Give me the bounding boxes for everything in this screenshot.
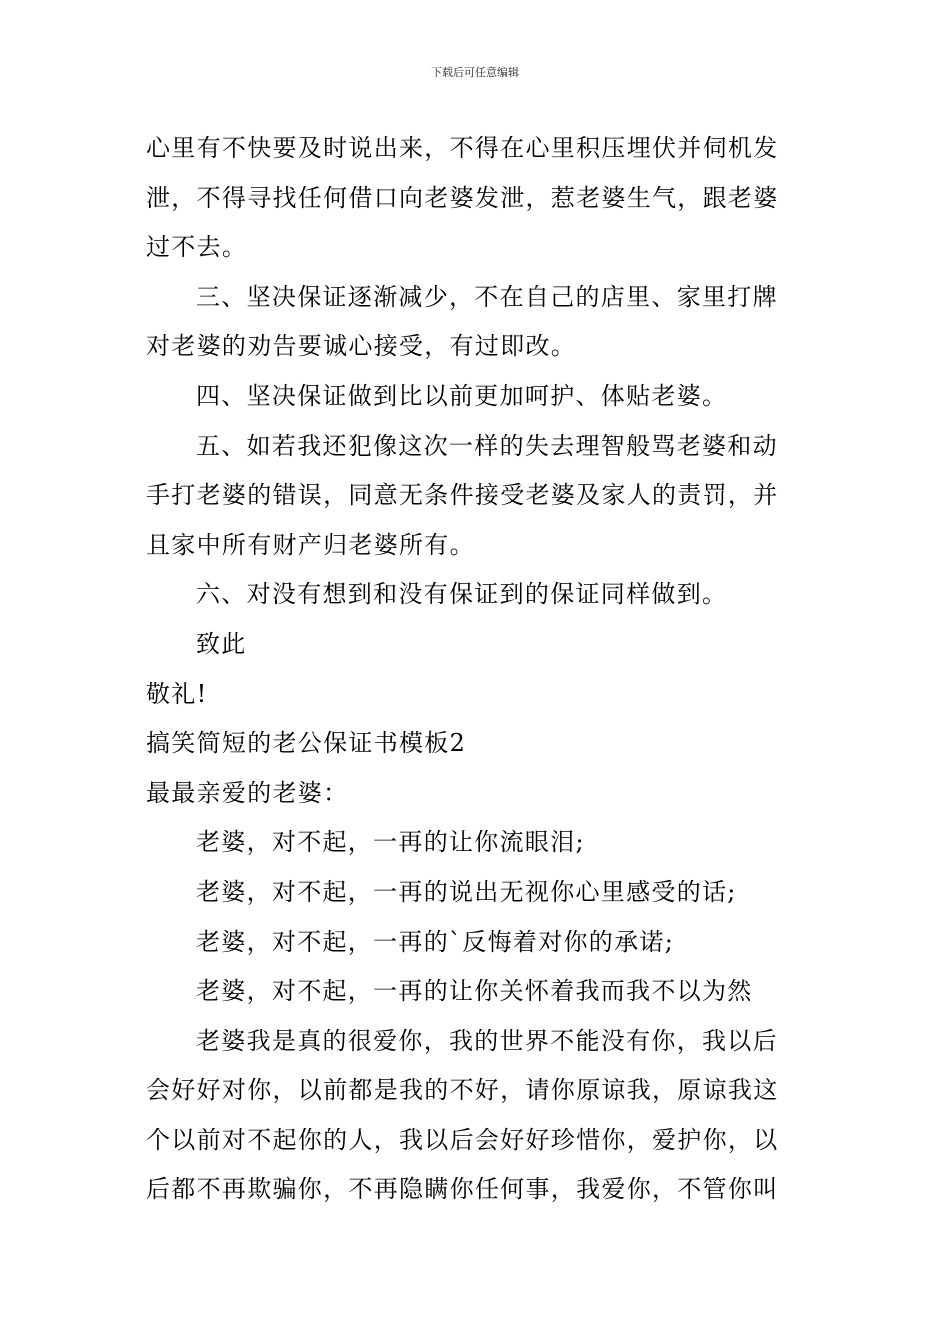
salutation: 敬礼! <box>146 679 208 708</box>
text-line-3: 过不去。 <box>146 233 248 262</box>
text-line-20: 会好好对你，以前都是我的不好，请你原谅我，原谅我这 <box>146 1076 779 1105</box>
text-line-4: 三、坚决保证逐渐减少，不在自己的店里、家里打牌 <box>196 282 778 311</box>
page-header: 下载后可任意编辑 <box>431 66 519 79</box>
closing-phrase: 致此 <box>196 629 247 658</box>
text-line-17: 老婆，对不起，一再的`反悔着对你的承诺; <box>196 927 675 956</box>
text-line-22: 后都不再欺骗你，不再隐瞒你任何事，我爱你，不管你叫 <box>146 1175 779 1204</box>
document-body <box>146 124 808 1215</box>
text-line-5: 对老婆的劝告要诚心接受，有过即改。 <box>146 332 577 361</box>
text-line-10: 六、对没有想到和没有保证到的保证同样做到。 <box>196 580 728 609</box>
text-line-15: 老婆，对不起，一再的让你流眼泪; <box>196 828 585 857</box>
text-line-1: 心里有不快要及时说出来，不得在心里积压埋伏并伺机发 <box>146 134 779 162</box>
text-line-21: 个以前对不起你的人，我以后会好好珍惜你，爱护你，以 <box>146 1125 779 1154</box>
section-title: 搞笑简短的老公保证书模板2 <box>146 729 467 758</box>
text-line-16: 老婆，对不起，一再的说出无视你心里感受的话; <box>196 877 737 906</box>
text-line-19: 老婆我是真的很爱你，我的世界不能没有你，我以后 <box>196 1026 778 1055</box>
text-line-6: 四、坚决保证做到比以前更加呵护、体贴老婆。 <box>196 381 728 410</box>
text-line-18: 老婆，对不起，一再的让你关怀着我而我不以为然 <box>196 977 753 1006</box>
text-line-2: 泄，不得寻找任何借口向老婆发泄，惹老婆生气，跟老婆 <box>146 183 779 212</box>
text-line-8: 手打老婆的错误，同意无条件接受老婆及家人的责罚，并 <box>146 481 779 510</box>
text-line-9: 且家中所有财产归老婆所有。 <box>146 530 475 559</box>
greeting: 最最亲爱的老婆： <box>146 778 349 807</box>
text-line-7: 五、如若我还犯像这次一样的失去理智般骂老婆和动 <box>196 431 778 460</box>
